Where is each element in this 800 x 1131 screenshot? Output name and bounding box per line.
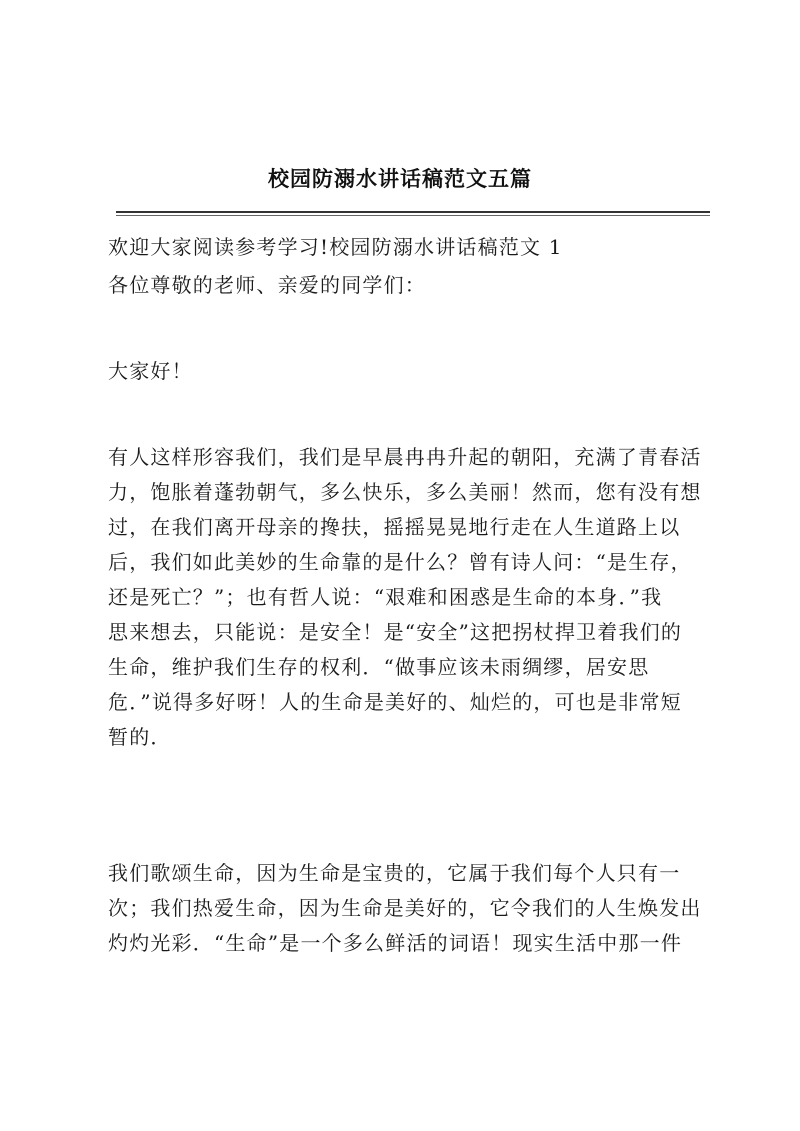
title-divider <box>116 211 710 213</box>
paragraph-line: 危．”说得多好呀！人的生命是美好的、灿烂的，可也是非常短 <box>108 690 682 714</box>
intro-text: 欢迎大家阅读参考学习!校园防溺水讲话稿范文 1 <box>108 235 563 259</box>
intro-line <box>108 232 718 262</box>
title-divider-thin <box>116 215 710 216</box>
hello-text: 大家好！ <box>108 359 193 383</box>
paragraph-line: 次；我们热爱生命，因为生命是美好的，它令我们的人生焕发出 <box>108 896 702 920</box>
paragraph-line: 我们歌颂生命，因为生命是宝贵的，它属于我们每个人只有一 <box>108 861 681 885</box>
greeting-text: 各位尊敬的老师、亲爱的同学们： <box>108 273 426 297</box>
paragraph-line: 思来想去，只能说：是安全！是“安全”这把拐杖捍卫着我们的 <box>108 620 683 644</box>
paragraph-line: 暂的． <box>108 725 172 749</box>
paragraph-line: 生命，维护我们生存的权利．“做事应该未雨绸缪，居安思 <box>108 655 650 679</box>
paragraph-2 <box>108 856 718 961</box>
paragraph-1 <box>108 440 718 755</box>
paragraph-line: 后，我们如此美妙的生命靠的是什么？曾有诗人问：“是生存， <box>108 550 692 574</box>
paragraph-line: 有人这样形容我们，我们是早晨冉冉升起的朝阳，充满了青春活 <box>108 445 702 469</box>
paragraph-line: 力，饱胀着蓬勃朝气，多么快乐，多么美丽！然而，您有没有想 <box>108 480 702 504</box>
greeting-line <box>108 270 718 300</box>
paragraph-line: 还是死亡？”；也有哲人说：“艰难和困惑是生命的本身．”我 <box>108 585 663 609</box>
hello-line <box>108 356 718 386</box>
paragraph-line: 灼灼光彩．“生命”是一个多么鲜活的词语！现实生活中那一件 <box>108 931 683 955</box>
paragraph-line: 过，在我们离开母亲的搀扶，摇摇晃晃地行走在人生道路上以 <box>108 515 681 539</box>
document-title: 校园防溺水讲话稿范文五篇 <box>268 166 532 191</box>
